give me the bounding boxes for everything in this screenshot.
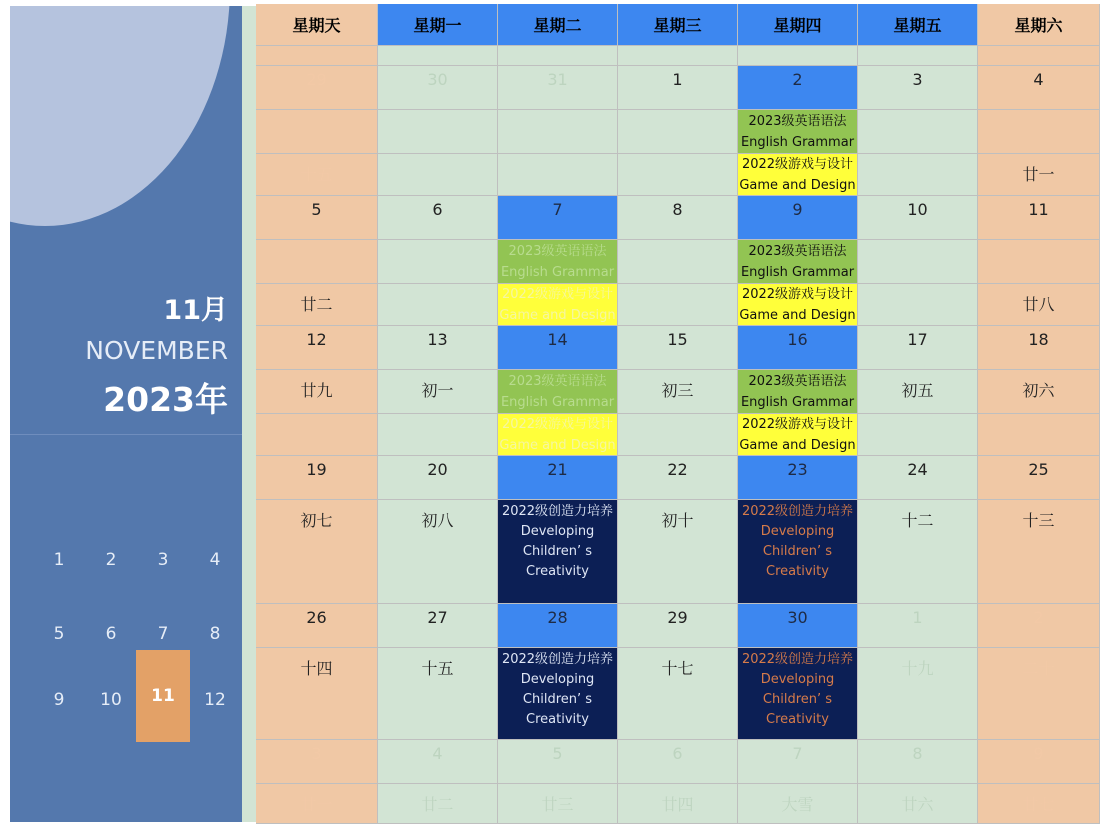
day-cell-17[interactable] bbox=[858, 326, 978, 370]
lunar-date: 大雪 bbox=[781, 795, 814, 814]
lunar-date: 初八 bbox=[421, 511, 454, 530]
day-number: 20 bbox=[427, 460, 448, 479]
header-spacer bbox=[858, 46, 978, 66]
day-cell-4[interactable] bbox=[978, 66, 1100, 110]
lunar-cell bbox=[618, 154, 738, 196]
day-cell-4[interactable] bbox=[378, 740, 498, 784]
event-creativity[interactable] bbox=[738, 648, 858, 740]
month-item-9[interactable]: 9 bbox=[53, 690, 65, 710]
day-cell-11[interactable] bbox=[978, 196, 1100, 240]
lunar-cell bbox=[378, 154, 498, 196]
lunar-cell bbox=[256, 284, 378, 326]
month-item-4[interactable]: 4 bbox=[209, 550, 221, 570]
lunar-cell bbox=[256, 500, 378, 604]
event-english-grammar[interactable] bbox=[498, 240, 618, 284]
event-title-en: English Grammar bbox=[740, 264, 855, 280]
lunar-date: 初六 bbox=[1022, 381, 1055, 400]
lunar-cell bbox=[618, 414, 738, 456]
lunar-cell bbox=[378, 414, 498, 456]
day-number: 15 bbox=[667, 330, 688, 349]
day-cell-30[interactable] bbox=[738, 604, 858, 648]
day-number: 29 bbox=[306, 70, 327, 89]
event-title-en: Game and Design bbox=[739, 177, 856, 193]
day-number: 10 bbox=[907, 200, 928, 219]
lunar-cell bbox=[858, 370, 978, 414]
day-cell-29[interactable] bbox=[618, 604, 738, 648]
day-cell-14[interactable] bbox=[498, 326, 618, 370]
day-cell-25[interactable] bbox=[978, 456, 1100, 500]
month-item-11[interactable]: 11 bbox=[136, 650, 190, 742]
month-item-10[interactable]: 10 bbox=[100, 690, 122, 710]
lunar-cell bbox=[378, 648, 498, 740]
header-spacer bbox=[618, 46, 738, 66]
day-cell-19[interactable] bbox=[256, 456, 378, 500]
day-number: 3 bbox=[311, 744, 322, 763]
lunar-date: 十七 bbox=[661, 659, 694, 678]
lunar-cell bbox=[618, 110, 738, 154]
lunar-date: 初五 bbox=[901, 381, 934, 400]
day-number: 7 bbox=[792, 744, 803, 763]
header-spacer bbox=[378, 46, 498, 66]
sidebar-divider bbox=[10, 434, 242, 435]
month-item-12[interactable]: 12 bbox=[204, 690, 226, 710]
day-cell-13[interactable] bbox=[378, 326, 498, 370]
month-item-3[interactable]: 3 bbox=[157, 550, 169, 570]
day-number: 4 bbox=[432, 744, 443, 763]
sidebar bbox=[10, 6, 242, 822]
day-cell-28[interactable] bbox=[498, 604, 618, 648]
event-creativity[interactable] bbox=[738, 500, 858, 604]
event-title-en: Creativity bbox=[766, 712, 829, 727]
lunar-cell bbox=[378, 284, 498, 326]
day-cell-30[interactable] bbox=[378, 66, 498, 110]
event-creativity[interactable] bbox=[498, 500, 618, 604]
event-title-en: Children’ s bbox=[522, 544, 593, 559]
lunar-cell bbox=[858, 414, 978, 456]
day-cell-1[interactable] bbox=[618, 66, 738, 110]
day-number: 19 bbox=[306, 460, 327, 479]
lunar-cell bbox=[618, 648, 738, 740]
lunar-date: 十九 bbox=[901, 659, 934, 678]
day-cell-3[interactable] bbox=[256, 740, 378, 784]
lunar-date: 二十 bbox=[1022, 659, 1055, 678]
month-label-cn: 11月 bbox=[163, 295, 228, 326]
day-cell-8[interactable] bbox=[618, 196, 738, 240]
day-number: 18 bbox=[1028, 330, 1049, 349]
day-cell-8[interactable] bbox=[858, 740, 978, 784]
lunar-cell bbox=[618, 370, 738, 414]
weekday-label: 星期一 bbox=[413, 16, 462, 35]
day-cell-31[interactable] bbox=[498, 66, 618, 110]
event-title-cn: 2022级游戏与设计 bbox=[741, 156, 854, 172]
day-cell-6[interactable] bbox=[378, 196, 498, 240]
lunar-date: 初三 bbox=[661, 381, 694, 400]
day-cell-10[interactable] bbox=[858, 196, 978, 240]
event-title-cn: 2022级游戏与设计 bbox=[741, 286, 854, 302]
weekday-header-6 bbox=[978, 4, 1100, 46]
sidebar-gutter bbox=[242, 6, 256, 822]
event-title-cn: 2022级创造力培养 bbox=[501, 652, 614, 667]
day-cell-5[interactable] bbox=[498, 740, 618, 784]
weekday-header-2 bbox=[498, 4, 618, 46]
day-cell-22[interactable] bbox=[618, 456, 738, 500]
event-title-cn: 2022级创造力培养 bbox=[741, 652, 854, 667]
day-cell-12[interactable] bbox=[256, 326, 378, 370]
event-game-design[interactable] bbox=[498, 414, 618, 456]
weekday-label: 星期三 bbox=[653, 16, 702, 35]
day-cell-9[interactable] bbox=[978, 740, 1100, 784]
lunar-cell bbox=[378, 500, 498, 604]
lunar-date: 十三 bbox=[1022, 511, 1055, 530]
event-title-cn: 2023级英语语法 bbox=[748, 373, 847, 389]
lunar-cell bbox=[618, 784, 738, 824]
day-number: 24 bbox=[907, 460, 928, 479]
event-title-en: Creativity bbox=[526, 564, 589, 579]
event-title-en: English Grammar bbox=[740, 394, 855, 410]
event-title-en: English Grammar bbox=[500, 394, 615, 410]
header-spacer bbox=[498, 46, 618, 66]
lunar-cell bbox=[978, 240, 1100, 284]
day-number: 7 bbox=[552, 200, 563, 219]
lunar-cell bbox=[978, 110, 1100, 154]
event-game-design[interactable] bbox=[498, 284, 618, 326]
event-title-cn: 2023级英语语法 bbox=[508, 373, 607, 389]
lunar-cell bbox=[618, 500, 738, 604]
decorative-circle bbox=[10, 6, 230, 226]
day-number: 6 bbox=[432, 200, 443, 219]
day-number: 31 bbox=[547, 70, 568, 89]
event-creativity[interactable] bbox=[498, 648, 618, 740]
day-number: 17 bbox=[907, 330, 928, 349]
day-cell-20[interactable] bbox=[378, 456, 498, 500]
weekday-label: 星期五 bbox=[893, 16, 942, 35]
lunar-cell bbox=[978, 784, 1100, 824]
day-cell-16[interactable] bbox=[738, 326, 858, 370]
lunar-date: 廿八 bbox=[1022, 295, 1055, 314]
event-title-en: Game and Design bbox=[499, 437, 616, 453]
weekday-header-3 bbox=[618, 4, 738, 46]
day-number: 9 bbox=[792, 200, 803, 219]
weekday-header-0 bbox=[256, 4, 378, 46]
day-number: 11 bbox=[1028, 200, 1049, 219]
day-number: 9 bbox=[1033, 744, 1044, 763]
lunar-cell bbox=[256, 414, 378, 456]
lunar-cell bbox=[738, 784, 858, 824]
lunar-cell bbox=[858, 648, 978, 740]
day-number: 8 bbox=[672, 200, 683, 219]
day-number: 30 bbox=[787, 608, 808, 627]
lunar-date: 廿四 bbox=[661, 795, 694, 814]
event-title-en: Game and Design bbox=[739, 307, 856, 323]
day-cell-5[interactable] bbox=[256, 196, 378, 240]
lunar-cell bbox=[858, 784, 978, 824]
event-english-grammar[interactable] bbox=[738, 240, 858, 284]
event-game-design[interactable] bbox=[738, 284, 858, 326]
weekday-label: 星期六 bbox=[1014, 16, 1063, 35]
month-item-2[interactable]: 2 bbox=[105, 550, 117, 570]
day-cell-29[interactable] bbox=[256, 66, 378, 110]
day-number: 13 bbox=[427, 330, 448, 349]
lunar-date: 十五 bbox=[300, 165, 333, 184]
day-number: 1 bbox=[912, 608, 923, 627]
day-cell-24[interactable] bbox=[858, 456, 978, 500]
event-title-en: English Grammar bbox=[740, 134, 855, 150]
event-title-en: Developing bbox=[520, 672, 595, 687]
day-cell-7[interactable] bbox=[498, 196, 618, 240]
event-game-design[interactable] bbox=[738, 414, 858, 456]
lunar-date: 廿二 bbox=[421, 795, 454, 814]
event-title-cn: 2023级英语语法 bbox=[748, 243, 847, 259]
day-number: 12 bbox=[306, 330, 327, 349]
day-cell-1[interactable] bbox=[858, 604, 978, 648]
event-title-cn: 2022级游戏与设计 bbox=[741, 416, 854, 432]
weekday-label: 星期天 bbox=[292, 16, 341, 35]
lunar-cell bbox=[858, 154, 978, 196]
event-title-cn: 2022级创造力培养 bbox=[741, 504, 854, 519]
lunar-date: 初一 bbox=[421, 381, 454, 400]
day-cell-3[interactable] bbox=[858, 66, 978, 110]
day-number: 22 bbox=[667, 460, 688, 479]
day-number: 1 bbox=[672, 70, 683, 89]
event-english-grammar[interactable] bbox=[498, 370, 618, 414]
event-title-en: Children’ s bbox=[762, 692, 833, 707]
day-number: 5 bbox=[552, 744, 563, 763]
day-number: 8 bbox=[912, 744, 923, 763]
event-title-en: Children’ s bbox=[762, 544, 833, 559]
event-title-en: Game and Design bbox=[739, 437, 856, 453]
lunar-cell bbox=[498, 110, 618, 154]
year-label: 2023年 bbox=[103, 380, 228, 419]
lunar-date: 廿二 bbox=[300, 295, 333, 314]
lunar-cell bbox=[378, 240, 498, 284]
event-english-grammar[interactable] bbox=[738, 110, 858, 154]
lunar-cell bbox=[858, 284, 978, 326]
day-cell-2[interactable] bbox=[738, 66, 858, 110]
day-cell-23[interactable] bbox=[738, 456, 858, 500]
month-item-5[interactable]: 5 bbox=[53, 624, 65, 644]
weekday-label: 星期二 bbox=[533, 16, 582, 35]
day-number: 2 bbox=[1033, 608, 1044, 627]
lunar-cell bbox=[858, 110, 978, 154]
day-cell-6[interactable] bbox=[618, 740, 738, 784]
day-number: 3 bbox=[912, 70, 923, 89]
month-item-8[interactable]: 8 bbox=[209, 624, 221, 644]
day-cell-21[interactable] bbox=[498, 456, 618, 500]
calendar-grid bbox=[256, 4, 1100, 824]
day-number: 2 bbox=[792, 70, 803, 89]
event-english-grammar[interactable] bbox=[738, 370, 858, 414]
day-number: 27 bbox=[427, 608, 448, 627]
lunar-cell bbox=[378, 784, 498, 824]
event-title-en: Game and Design bbox=[499, 307, 616, 323]
lunar-date: 廿七 bbox=[1022, 795, 1055, 814]
day-cell-27[interactable] bbox=[378, 604, 498, 648]
day-cell-7[interactable] bbox=[738, 740, 858, 784]
day-cell-9[interactable] bbox=[738, 196, 858, 240]
event-title-cn: 2023级英语语法 bbox=[748, 113, 847, 129]
day-number: 26 bbox=[306, 608, 327, 627]
day-number: 14 bbox=[547, 330, 568, 349]
event-title-cn: 2023级英语语法 bbox=[508, 243, 607, 259]
lunar-cell bbox=[256, 240, 378, 284]
header-spacer bbox=[738, 46, 858, 66]
day-number: 30 bbox=[427, 70, 448, 89]
lunar-cell bbox=[498, 784, 618, 824]
weekday-header-5 bbox=[858, 4, 978, 46]
event-title-en: Children’ s bbox=[522, 692, 593, 707]
lunar-date: 十二 bbox=[901, 511, 934, 530]
lunar-cell bbox=[498, 154, 618, 196]
day-number: 4 bbox=[1033, 70, 1044, 89]
lunar-cell bbox=[256, 370, 378, 414]
weekday-label: 星期四 bbox=[773, 16, 822, 35]
lunar-cell bbox=[256, 648, 378, 740]
event-title-en: Developing bbox=[760, 672, 835, 687]
lunar-cell bbox=[978, 370, 1100, 414]
day-cell-26[interactable] bbox=[256, 604, 378, 648]
month-item-1[interactable]: 1 bbox=[53, 550, 65, 570]
day-number: 6 bbox=[672, 744, 683, 763]
event-game-design[interactable] bbox=[738, 154, 858, 196]
lunar-date: 廿一 bbox=[300, 795, 333, 814]
day-number: 5 bbox=[311, 200, 322, 219]
day-number: 23 bbox=[787, 460, 808, 479]
lunar-date: 十五 bbox=[421, 659, 454, 678]
lunar-cell bbox=[378, 110, 498, 154]
event-title-en: English Grammar bbox=[500, 264, 615, 280]
day-cell-15[interactable] bbox=[618, 326, 738, 370]
lunar-cell bbox=[256, 784, 378, 824]
lunar-cell bbox=[256, 154, 378, 196]
event-title-en: Developing bbox=[760, 524, 835, 539]
header-spacer bbox=[256, 46, 378, 66]
lunar-cell bbox=[618, 284, 738, 326]
lunar-date: 廿九 bbox=[300, 381, 333, 400]
event-title-cn: 2022级游戏与设计 bbox=[501, 286, 614, 302]
month-item-6[interactable]: 6 bbox=[105, 624, 117, 644]
day-number: 21 bbox=[547, 460, 568, 479]
lunar-cell bbox=[978, 154, 1100, 196]
lunar-cell bbox=[858, 500, 978, 604]
day-number: 28 bbox=[547, 608, 568, 627]
month-label-en: NOVEMBER bbox=[85, 336, 228, 365]
day-cell-18[interactable] bbox=[978, 326, 1100, 370]
event-title-en: Creativity bbox=[526, 712, 589, 727]
lunar-cell bbox=[978, 284, 1100, 326]
weekday-header-1 bbox=[378, 4, 498, 46]
lunar-date: 廿三 bbox=[541, 795, 574, 814]
header-spacer bbox=[978, 46, 1100, 66]
lunar-cell bbox=[256, 110, 378, 154]
day-number: 29 bbox=[667, 608, 688, 627]
lunar-cell bbox=[978, 648, 1100, 740]
lunar-cell bbox=[978, 500, 1100, 604]
day-cell-2[interactable] bbox=[978, 604, 1100, 648]
lunar-cell bbox=[618, 240, 738, 284]
lunar-cell bbox=[858, 240, 978, 284]
lunar-date: 初十 bbox=[661, 511, 694, 530]
event-title-cn: 2022级创造力培养 bbox=[501, 504, 614, 519]
lunar-cell bbox=[378, 370, 498, 414]
day-number: 25 bbox=[1028, 460, 1049, 479]
day-number: 16 bbox=[787, 330, 808, 349]
lunar-date: 廿六 bbox=[901, 795, 934, 814]
lunar-date: 初七 bbox=[300, 511, 333, 530]
event-title-en: Creativity bbox=[766, 564, 829, 579]
weekday-header-4 bbox=[738, 4, 858, 46]
lunar-cell bbox=[978, 414, 1100, 456]
lunar-date: 廿一 bbox=[1022, 165, 1055, 184]
event-title-en: Developing bbox=[520, 524, 595, 539]
event-title-cn: 2022级游戏与设计 bbox=[501, 416, 614, 432]
month-item-7[interactable]: 7 bbox=[157, 624, 169, 644]
lunar-date: 十四 bbox=[300, 659, 333, 678]
